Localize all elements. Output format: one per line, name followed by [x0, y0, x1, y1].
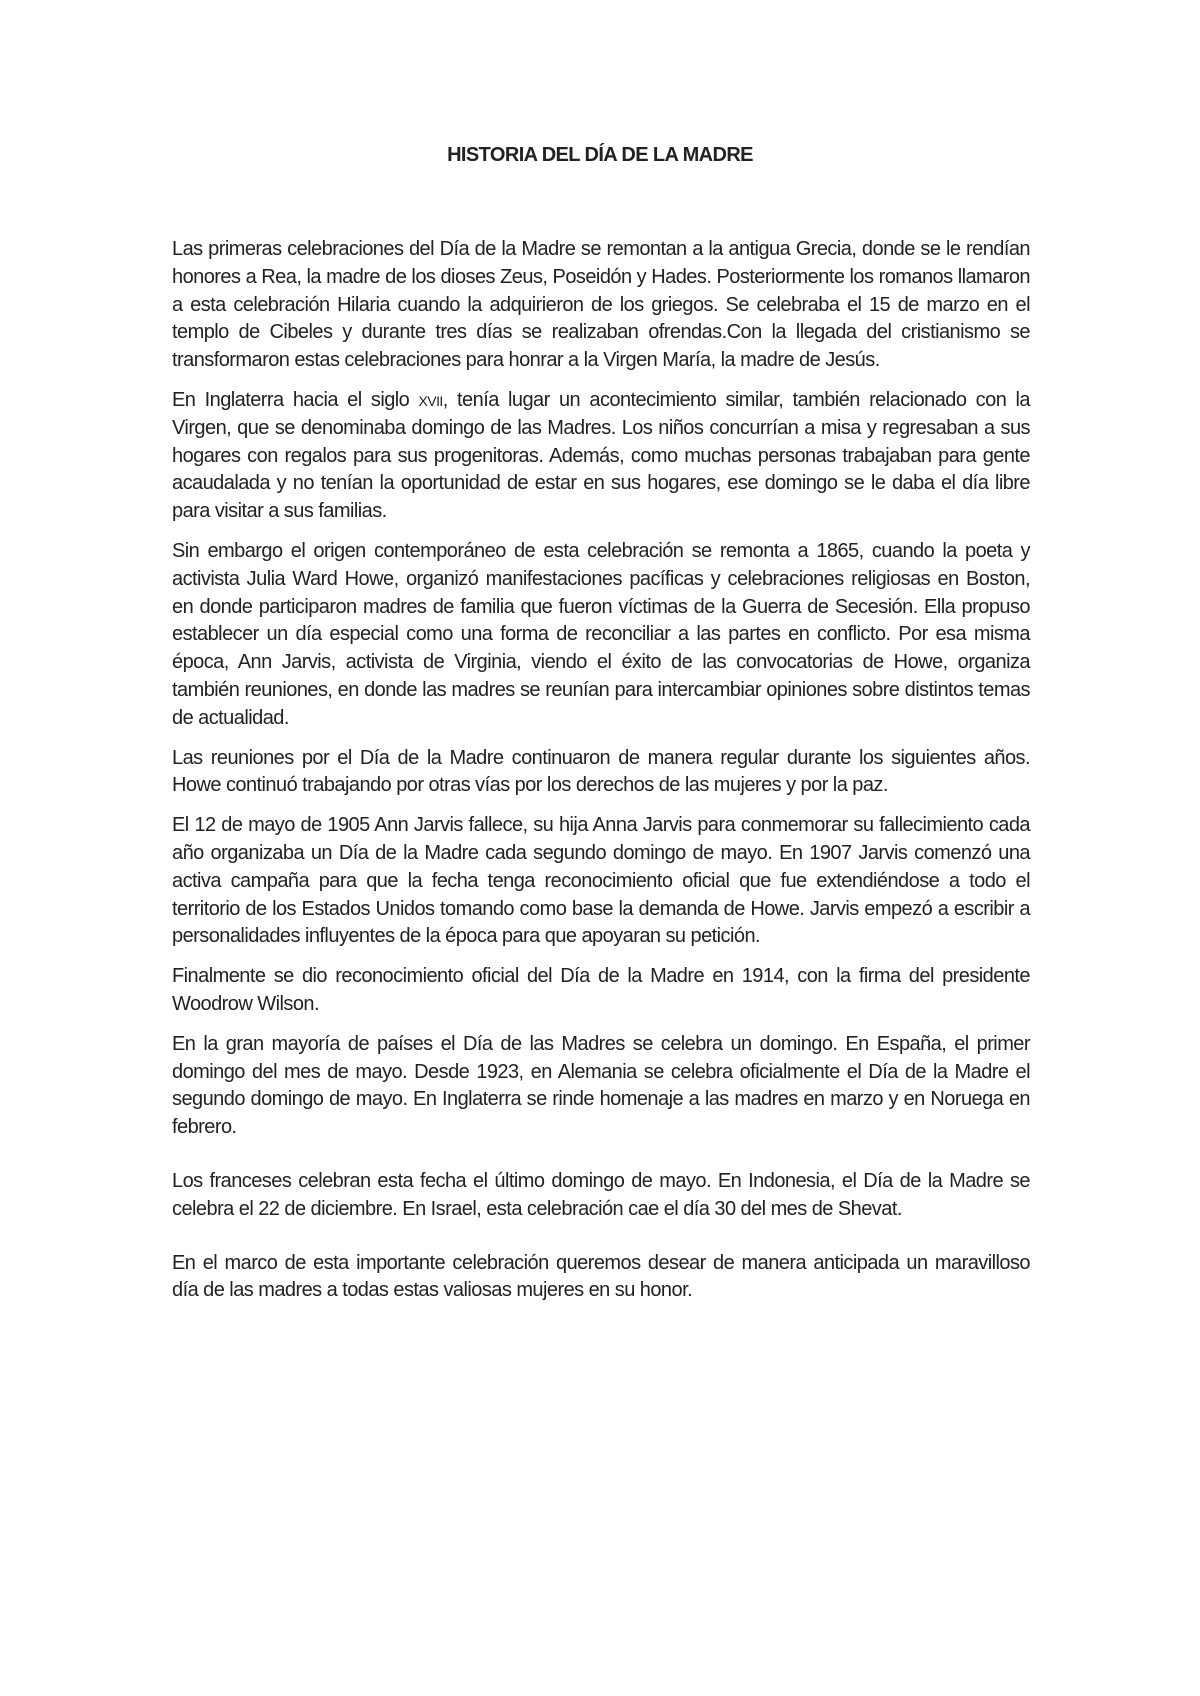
paragraph-8 [172, 1168, 1030, 1224]
paragraph-7-text: En la gran mayoría de países el Día de las Madres se celebra un domingo. En España, el primer domingo del mes de mayo. Desde 1923, en Alemania se celebra oficialmente el Día de la Madre el segundo domingo de mayo. En Inglaterra se rinde homenaje a las madres en marzo y en Noruega en febrero. [172, 1032, 1030, 1139]
paragraph-5 [172, 812, 1030, 951]
paragraph-5-text: El 12 de mayo de 1905 Ann Jarvis fallece, su hija Anna Jarvis para conmemorar su fallecimiento cada año organizaba un Día de la Madre cada segundo domingo de mayo. En 1907 Jarvis comenzó una activa campaña para que la fecha tenga reconocimiento oficial que fue extendiéndose a todo el territorio de los Estados Unidos tomando como base la demanda de Howe. Jarvis empezó a escribir a personalidades influyentes de la época para que apoyaran su petición. [172, 814, 1030, 948]
paragraph-3-text: Sin embargo el origen contemporáneo de esta celebración se remonta a 1865, cuando la poeta y activista Julia Ward Howe, organizó manifestaciones pacíficas y celebraciones religiosas en Boston, en donde participaron madres de familia que fueron víctimas de la Guerra de Secesión. Ella propuso establecer un día especial como una forma de reconciliar a las partes en conflicto. Por esa misma época, Ann Jarvis, activista de Virginia, viendo el éxito de las convocatorias de Howe, organiza también reuniones, en donde las madres se reunían para intercambiar opiniones sobre distintos temas de actualidad. [172, 539, 1030, 729]
paragraph-6 [172, 963, 1030, 1019]
paragraph-9 [172, 1250, 1030, 1306]
paragraph-9-text: En el marco de esta importante celebración queremos desear de manera anticipada un maravilloso día de las madres a todas estas valiosas mujeres en su honor. [172, 1251, 1030, 1302]
document-body [172, 236, 1030, 1317]
century-numeral: xvii [418, 388, 443, 411]
paragraph-2-text-start: En Inglaterra hacia el siglo [172, 388, 419, 411]
document-title: HISTORIA DEL DÍA DE LA MADRE [447, 144, 753, 166]
paragraph-4-text: Las reuniones por el Día de la Madre continuaron de manera regular durante los siguientes años. Howe continuó trabajando por otras vías por los derechos de las mujeres y por la paz. [172, 746, 1030, 797]
paragraph-7 [172, 1031, 1030, 1142]
paragraph-2 [172, 387, 1030, 526]
paragraph-8-text: Los franceses celebran esta fecha el último domingo de mayo. En Indonesia, el Día de la Madre se celebra el 22 de diciembre. En Israel, esta celebración cae el día 30 del mes de Shevat. [172, 1169, 1030, 1220]
paragraph-2-text-end: , tenía lugar un acontecimiento similar, también relacionado con la Virgen, que se denominaba domingo de las Madres. Los niños concurrían a misa y regresaban a sus hogares con regalos para sus progenitoras. Además, como muchas personas trabajaban para gente acaudalada y no tenían la oportunidad de estar en sus hogares, ese domingo se le daba el día libre para visitar a sus familias. [172, 388, 1030, 523]
paragraph-1 [172, 236, 1030, 375]
paragraph-1-text: Las primeras celebraciones del Día de la Madre se remontan a la antigua Grecia, donde se le rendían honores a Rea, la madre de los dioses Zeus, Poseidón y Hades. Posteriormente los romanos llamaron a esta celebración Hilaria cuando la adquirieron de los griegos. Se celebraba el 15 de marzo en el templo de Cibeles y durante tres días se realizaban ofrendas.Con la llegada del cristianismo se transformaron estas celebraciones para honrar a la Virgen María, la madre de Jesús. [172, 238, 1030, 372]
paragraph-3 [172, 538, 1030, 733]
paragraph-6-text: Finalmente se dio reconocimiento oficial del Día de la Madre en 1914, con la firma del presidente Woodrow Wilson. [172, 965, 1030, 1015]
paragraph-4 [172, 745, 1030, 801]
